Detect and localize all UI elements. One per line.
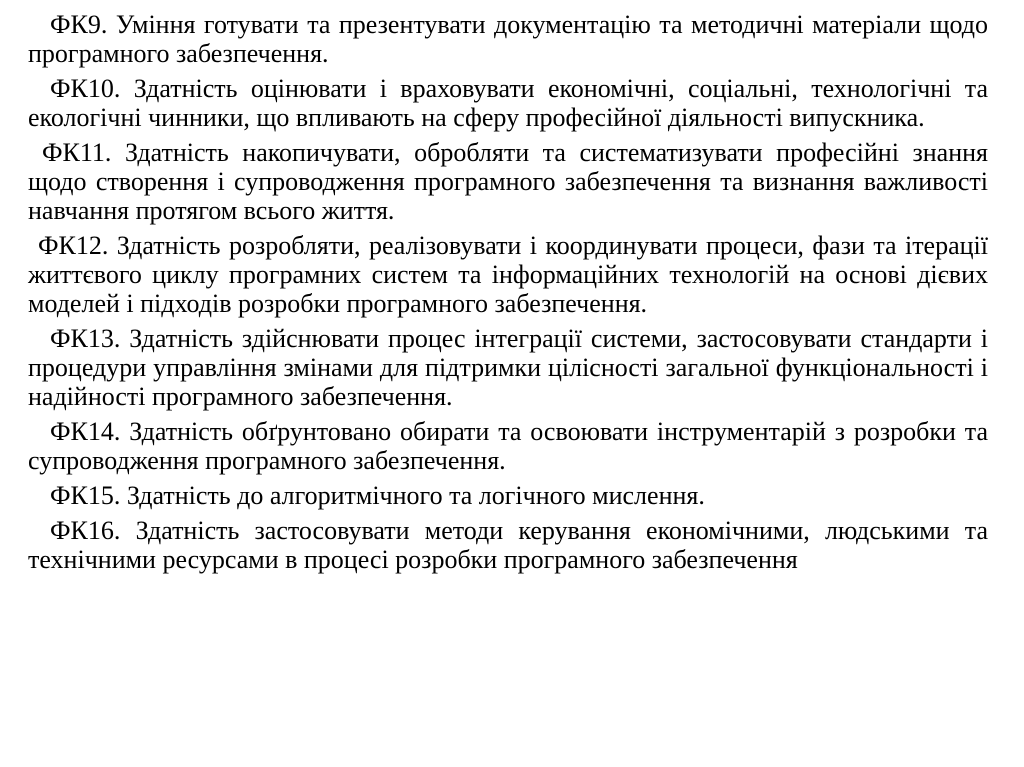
competency-fk14: ФК14. Здатність обґрунтовано обирати та освоювати інструментарій з розробки та супроводження програмного забезпечення. xyxy=(28,417,988,475)
competency-fk15: ФК15. Здатність до алгоритмічного та логічного мислення. xyxy=(50,481,705,510)
document-page xyxy=(28,10,988,580)
competency-fk13: ФК13. Здатність здійснювати процес інтеграції системи, застосовувати стандарти і процедури управління змінами для підтримки цілісності загальної функціональності і надійності програмного забезпечення. xyxy=(28,324,988,411)
competency-fk12: ФК12. Здатність розробляти, реалізовувати і координувати процеси, фази та ітерації життєвого циклу програмних систем та інформаційних технологій на основі дієвих моделей і підходів розробки програмного забезпечення. xyxy=(28,231,988,318)
competency-fk9: ФК9. Уміння готувати та презентувати документацію та методичні матеріали щодо програмного забезпечення. xyxy=(28,10,988,68)
competency-fk11: ФК11. Здатність накопичувати, обробляти та систематизувати професійні знання щодо створення і супроводження програмного забезпечення та визнання важливості навчання протягом всього життя. xyxy=(28,138,988,225)
competency-fk16: ФК16. Здатність застосовувати методи керування економічними, людськими та технічними ресурсами в процесі розробки програмного забезпечення xyxy=(28,516,988,574)
competency-fk10: ФК10. Здатність оцінювати і враховувати економічні, соціальні, технологічні та екологічні чинники, що впливають на сферу професійної діяльності випускника. xyxy=(28,74,988,132)
